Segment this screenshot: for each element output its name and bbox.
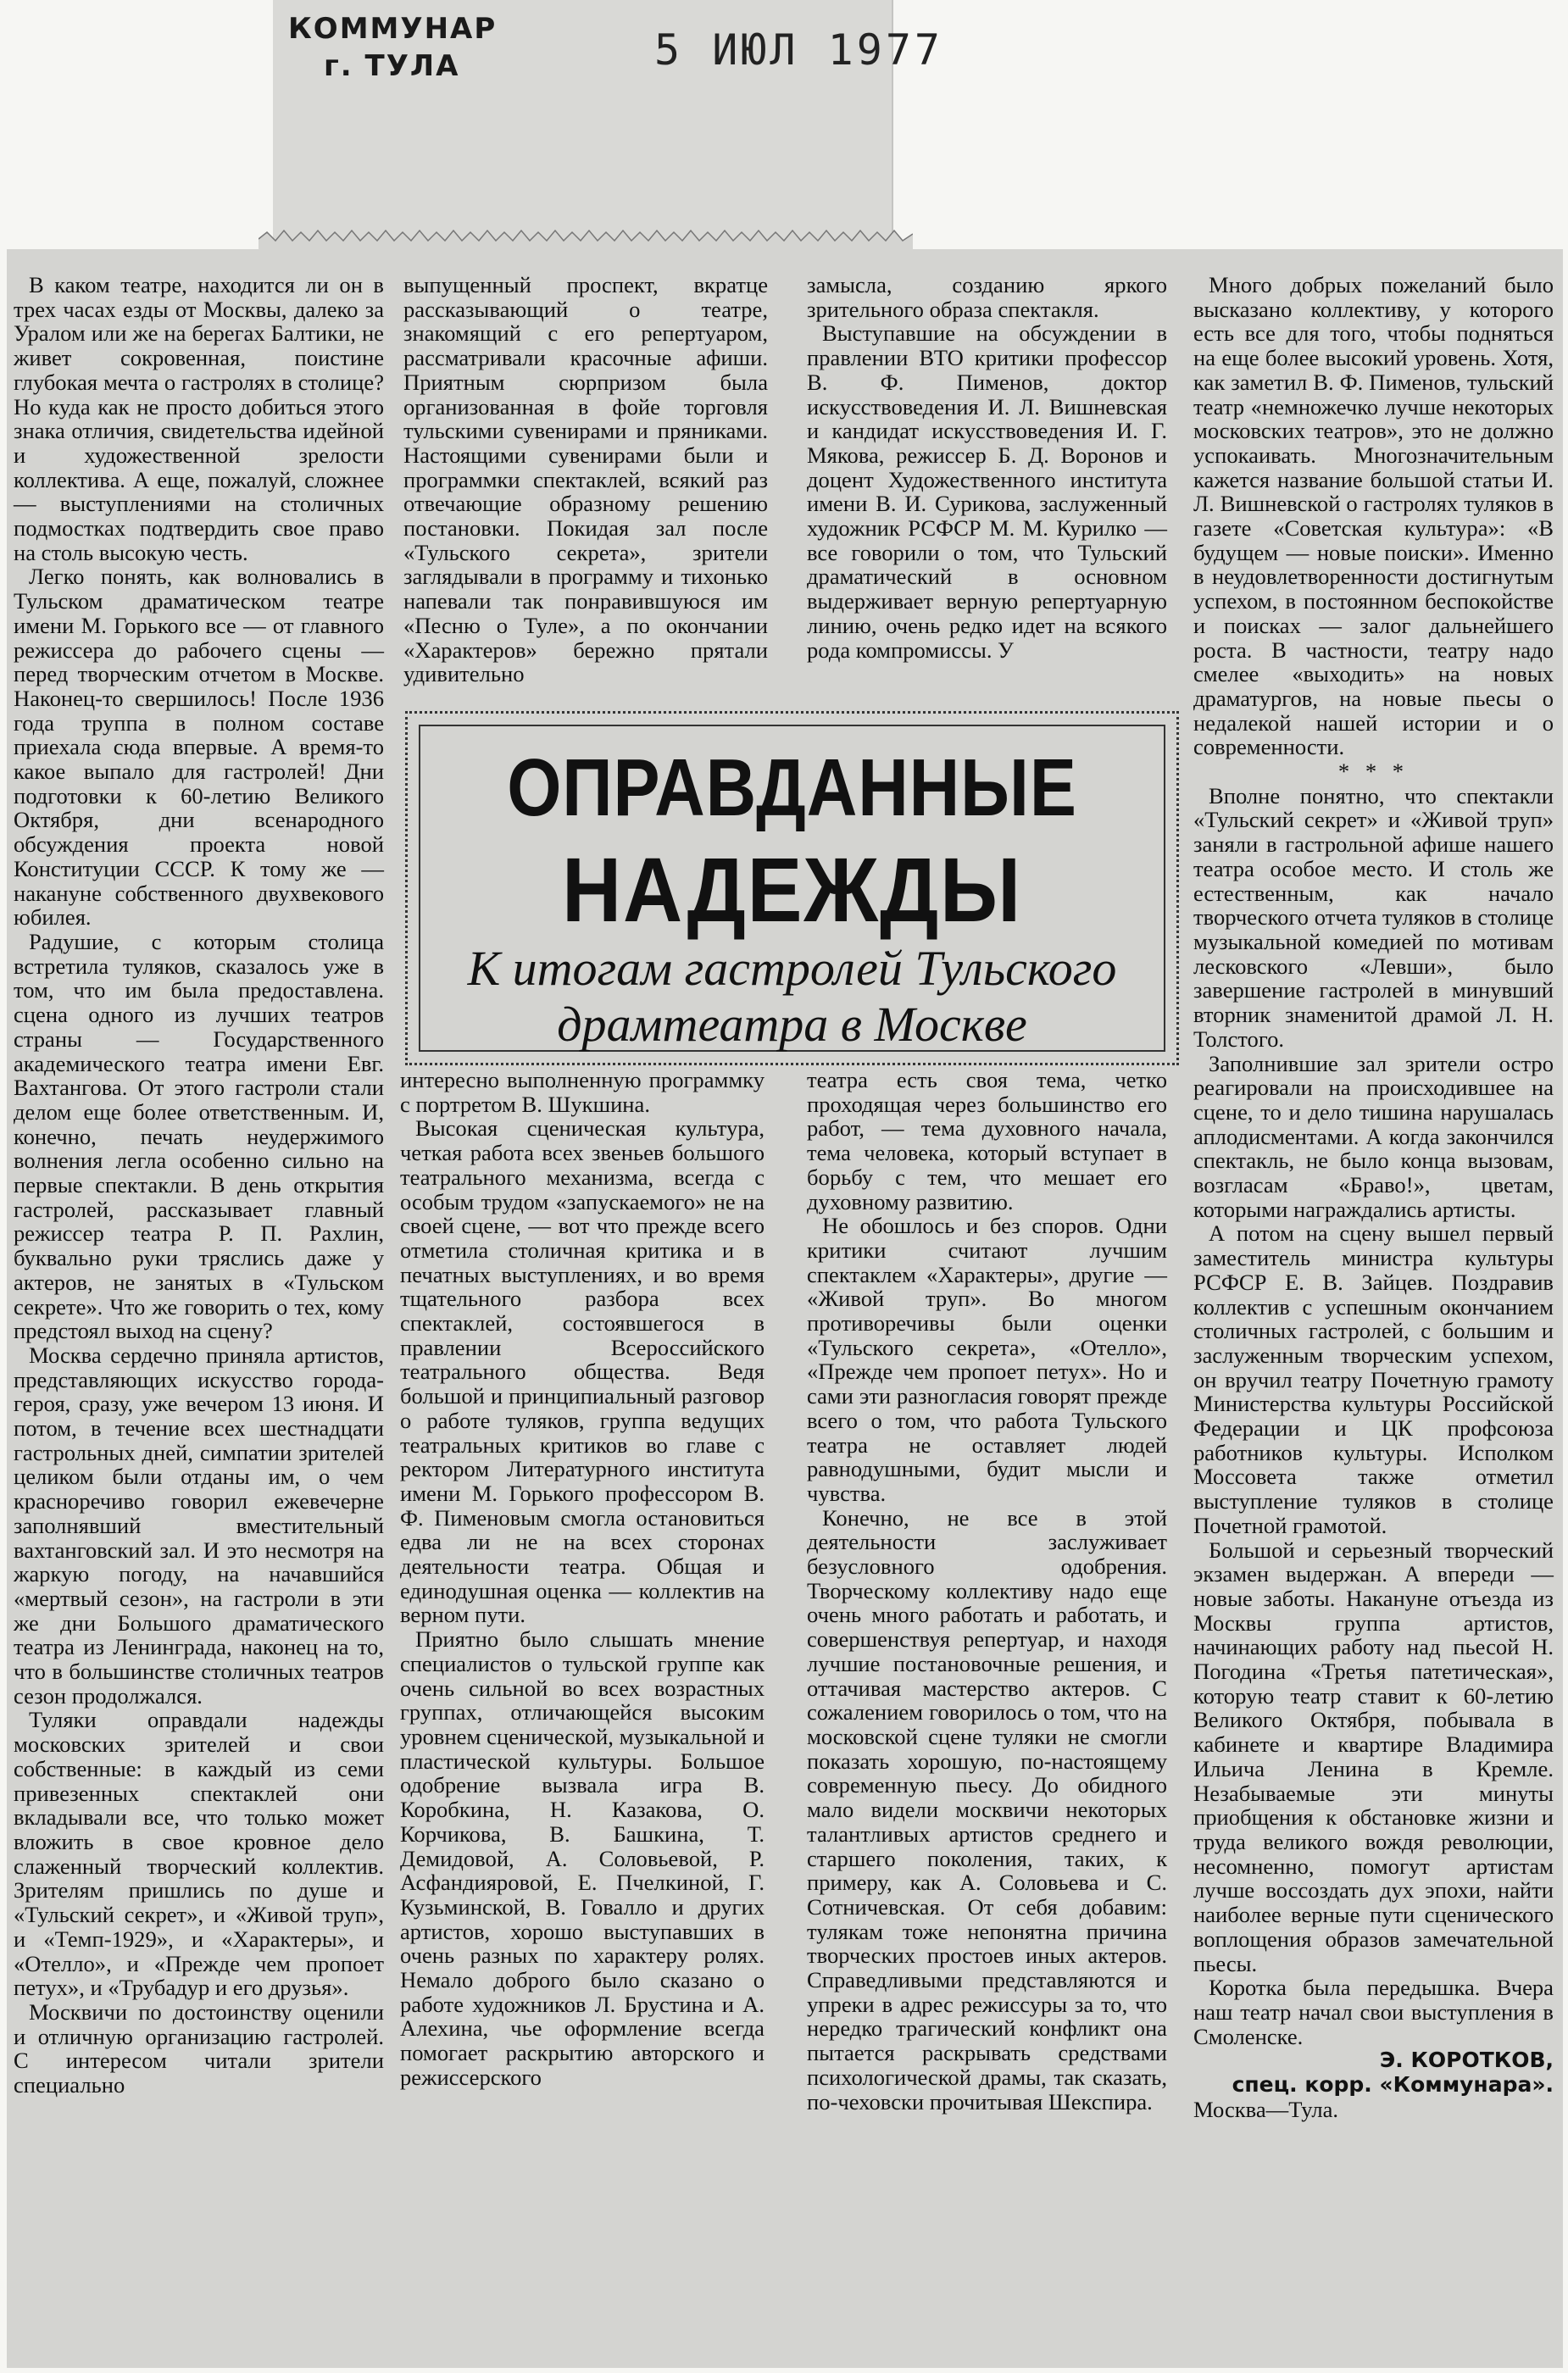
paragraph: Коротка была передышка. Вчера наш театр начал свои выступления в Смоленске.: [1193, 1975, 1554, 2049]
headline-title-line-2: НАДЕЖДЫ: [562, 838, 1022, 941]
paragraph: Радушие, с которым столица встретила туляков, сказалось уже в том, что им была предоставлена. сцена одного из лучших театров страны — Государственного академического театра имени Евг. Вахтангова. От этого гастроли стали делом еще более ответственным. И, конечно, печать неудержимого волнения легла особенно сильно на первые спектакли. В день открытия гастролей, рассказывает главный режиссер театра Р. П. Рахлин, буквально руки тряслись даже у актеров, не занятых в «Тульском секрете». Что же говорить о тех, кому предстоял выход на сцену?: [14, 928, 384, 1344]
paragraph: выпущенный проспект, вкратце рассказывающий о театре, знакомящий с его репертуаром, рассматривали красочные афиши. Приятным сюрпризом была организованная в фойе торговля тульскими сувенирами и пряниками. Настоящими сувенирами были и программки спектаклей, всякий раз отвечающие образному решению постановки. Покидая зал после «Тульского секрета», зрители заглядывали в программу и тихонько напевали так понравившуюся им «Песню о Туле», а по окончании «Характеров» бережно прятали удивительно: [403, 272, 768, 687]
paragraph: Конечно, не все в этой деятельности заслуживает безусловного одобрения. Творческому коллективу надо еще очень много работать и работать, и совершенствуя репертуар, и находя лучшие постановочные решения, и оттачивая мастерство актеров. С сожалением говорилось о том, что на московской сцене туляки не смогли показать хорошую, по-настоящему современную пьесу. До обидного мало видели москвичи некоторых талантливых артистов среднего и старшего поколения, таких, к примеру, как А. Соловьева и С. Сотничевская. От себя добавим: тулякам тоже непонятна причина творческих простоев иных актеров. Справедливыми представляются и упреки в адрес режиссуры за то, что нередко трагический конфликт она пытается раскрывать средствами психологической драмы, так сказать, по-чеховски прочитывая Шекспира.: [807, 1504, 1167, 2115]
headline-frame: [419, 725, 1165, 1052]
dateline-place: Москва—Тула.: [1193, 2096, 1339, 2122]
stamp-city: г. ТУЛА: [324, 49, 460, 83]
headline-subtitle-line-2: драмтеатра в Москве: [557, 997, 1027, 1052]
paragraph: Приятно было слышать мнение специалистов о тульской группе как очень сильной во всех возрастных группах, отличающейся высоким уровнем сценической, музыкальной и пластической культуры. Большое одобрение вызвала игра В. Коробкина, Н. Казакова, О. Корчикова, В. Башкина, Т. Демидовой, А. Соловьевой, Р. Асфандияровой, Е. Пчелкиной, Г. Кузьминской, В. Говалло и других артистов, хорошо выступавших в очень разных по характеру ролях. Немало доброго было сказано о работе художников Л. Брустина и А. Алехина, чье оформление всегда помогает раскрытию авторского и режиссерского: [400, 1626, 765, 2090]
article-column-4: [1193, 273, 1554, 2121]
paragraph: Вполне понятно, что спектакли «Тульский секрет» и «Живой труп» заняли в гастрольной афише нашего театра особое место. И столь же естественным, как начало творческого отчета туляков в столице музыкальной комедией по мотивам лесковского «Левши», было завершение гастролей в минувший вторник знаменитой драмой Л. Н. Толстого.: [1193, 782, 1554, 1052]
paragraph: интересно выполненную программку с портретом В. Шукшина.: [400, 1067, 765, 1117]
paragraph: Туляки оправдали надежды московских зрителей и свои собственные: в каждый из семи привезенных спектаклей они вкладывали все, что только может вложить в свое кровное дело слаженный творческий коллектив. Зрителям пришлись по душе и «Тульский секрет», и «Живой труп», и «Темп-1929», и «Характеры», и «Отелло», и «Прежде чем пропоет петух», и «Трубадур и его друзья».: [14, 1707, 384, 2001]
article-column-2-top: [403, 273, 768, 686]
article-column-3-bottom: [807, 1068, 1167, 2114]
stamp-source-name: КОММУНАР: [288, 12, 498, 46]
byline-author: Э. КОРОТКОВ,: [1379, 2048, 1554, 2073]
paragraph: театра есть своя тема, четко проходящая через большинство его работ, — тема духовного начала, тема человека, который вступает в борьбу с тем, что мешает его духовному развитию.: [807, 1067, 1167, 1214]
paragraph: Высокая сценическая культура, четкая работа всех звеньев большого театрального механизма, всегда с особым трудом «запускаемого» не на своей сцене, — вот что прежде всего отметила столичная критика и в печатных выступлениях, и во время тщательного разбора всех спектаклей, состоявшегося в правлении Всероссийского театрального общества. Ведя большой и принципиальный разговор о работе туляков, группа ведущих театральных критиков во главе с ректором Литературного института имени М. Горького профессором В. Ф. Пименовым смогла остановиться едва ли не на всех сторонах деятельности театра. Общая и единодушная оценка — коллектив на верном пути.: [400, 1115, 765, 1628]
headline-subtitle-line-1: К итогам гастролей Тульского: [467, 941, 1117, 996]
paragraph: В каком театре, находится ли он в трех часах езды от Москвы, далеко за Уралом или же на берегах Балтики, не живет сокровенная, поистине глубокая мечта о гастролях в столице? Но куда как не просто добиться этого знака отличия, свидетельства идейной и художественной зрелости коллектива. А еще, пожалуй, сложнее — выступлениями на столичных подмостках подтвердить свое право на столь высокую честь.: [14, 272, 384, 565]
byline-role: спец. корр. «Коммунара».: [1232, 2072, 1554, 2098]
headline-title-line-1: ОПРАВДАННЫЕ: [507, 742, 1077, 833]
paragraph: замысла, созданию яркого зрительного образа спектакля.: [807, 272, 1167, 322]
article-column-3-top: [807, 273, 1167, 662]
paragraph: Не обошлось и без споров. Одни критики считают лучшим спектаклем «Характеры», другие — «Живой труп». Во многом противоречивы были оценки «Тульского секрета», «Отелло», «Прежде чем пропоет петух». Но и сами эти разногласия говорят прежде всего о том, что работа Тульского театра не оставляет людей равнодушными, будит мысли и чувства.: [807, 1213, 1167, 1506]
paragraph: Москва сердечно приняла артистов, представляющих искусство города-героя, сразу, уже вечером 13 июня. И потом, в течение всех шестнадцати гастрольных дней, симпатии зрителей целиком были отданы им, о чем красноречиво говорил ежевечерне заполнявший вместительный вахтанговский зал. И это несмотря на жаркую погоду, на начавшийся «мертвый сезон», на гастроли в эти же дни Большого драматического театра из Ленинграда, наконец на то, что в большинстве столичных театров сезон продолжался.: [14, 1342, 384, 1709]
paragraph: Много добрых пожеланий было высказано коллективу, у которого есть все для того, чтобы подняться на еще более высокий уровень. Хотя, как заметил В. Ф. Пименов, тульский театр «немножечко лучше некоторых московских театров», это не должно успокаивать. Многозначительным кажется название большой статьи И. Л. Вишневской о гастролях туляков в газете «Советская культура»: «В будущем — новые поиски». Именно в неудовлетворенности достигнутым успехом, в постоянном беспокойстве и поисках — залог дальнейшего роста. В частности, театру надо смелее «выходить» на новых драматургов, на новые пьесы о недалекой нашей истории и о современности.: [1193, 272, 1554, 760]
paragraph: Большой и серьезный творческий экзамен выдержан. А впереди — новые заботы. Накануне отъезда из Москвы группа артистов, начинающих работу над пьесой Н. Погодина «Третья патетическая», которую театр ставит к 60-летию Великого Октября, побывала в кабинете и квартире Владимира Ильича Ленина в Кремле. Незабываемые эти минуты приобщения к обстановке жизни и труда великого вождя революции, несомненно, помогут артистам лучше воссоздать дух эпохи, найти наиболее верные пути сценического воплощения образов замечательной пьесы.: [1193, 1537, 1554, 1976]
paragraph: Легко понять, как волновались в Тульском драматическом театре имени М. Горького все — от главного режиссера до рабочего сцены — перед творческим отчетом в Москве. Наконец-то свершилось! После 1936 года труппа в полном составе приехала сюда впервые. А время-то какое выпало для гастролей! Дни подготовки к 60-летию Великого Октября, дни всенародного обсуждения проекта новой Конституции СССР. К тому же — накануне собственного двухвекового юбилея.: [14, 564, 384, 931]
headline-box: [402, 708, 1182, 1069]
paragraph: Москвичи по достоинству оценили и отличную организацию гастролей. С интересом читали зрители специально: [14, 1998, 384, 2098]
torn-edge: [259, 222, 913, 253]
stamp-date: 5 ИЮЛ 1977: [654, 25, 944, 75]
paragraph: А потом на сцену вышел первый заместитель министра культуры РСФСР Е. В. Зайцев. Поздравив коллектив с успешным окончанием столичных гастролей, с большим и заслуженным творческим успехом, он вручил театру Почетную грамоту Министерства культуры Российской Федерации и ЦК профсоюза работников культуры. Исполком Моссовета также отметил выступление туляков в столице Почетной грамотой.: [1193, 1220, 1554, 1538]
section-separator: * * *: [1337, 759, 1410, 785]
article-column-1: [14, 273, 384, 2098]
article-column-2-bottom: [400, 1068, 765, 2090]
paragraph: Выступавшие на обсуждении в правлении ВТО критики профессор В. Ф. Пименов, доктор искусствоведения И. Л. Вишневская и кандидат искусствоведения И. Г. Мякова, режиссер Б. Д. Воронов и доцент Художественного института имени В. И. Сурикова, заслуженный художник РСФСР М. М. Курилко — все говорили о том, что Тульский драматический в основном выдерживает верную репертуарную линию, очень редко идет на всякого рода компромиссы. У: [807, 320, 1167, 663]
paragraph: Заполнившие зал зрители остро реагировали на происходившее на сцене, то и дело тишина нарушалась аплодисментами. А когда закончился спектакль, не было конца вызовам, возгласам «Браво!», цветам, которыми награждались артисты.: [1193, 1050, 1554, 1222]
